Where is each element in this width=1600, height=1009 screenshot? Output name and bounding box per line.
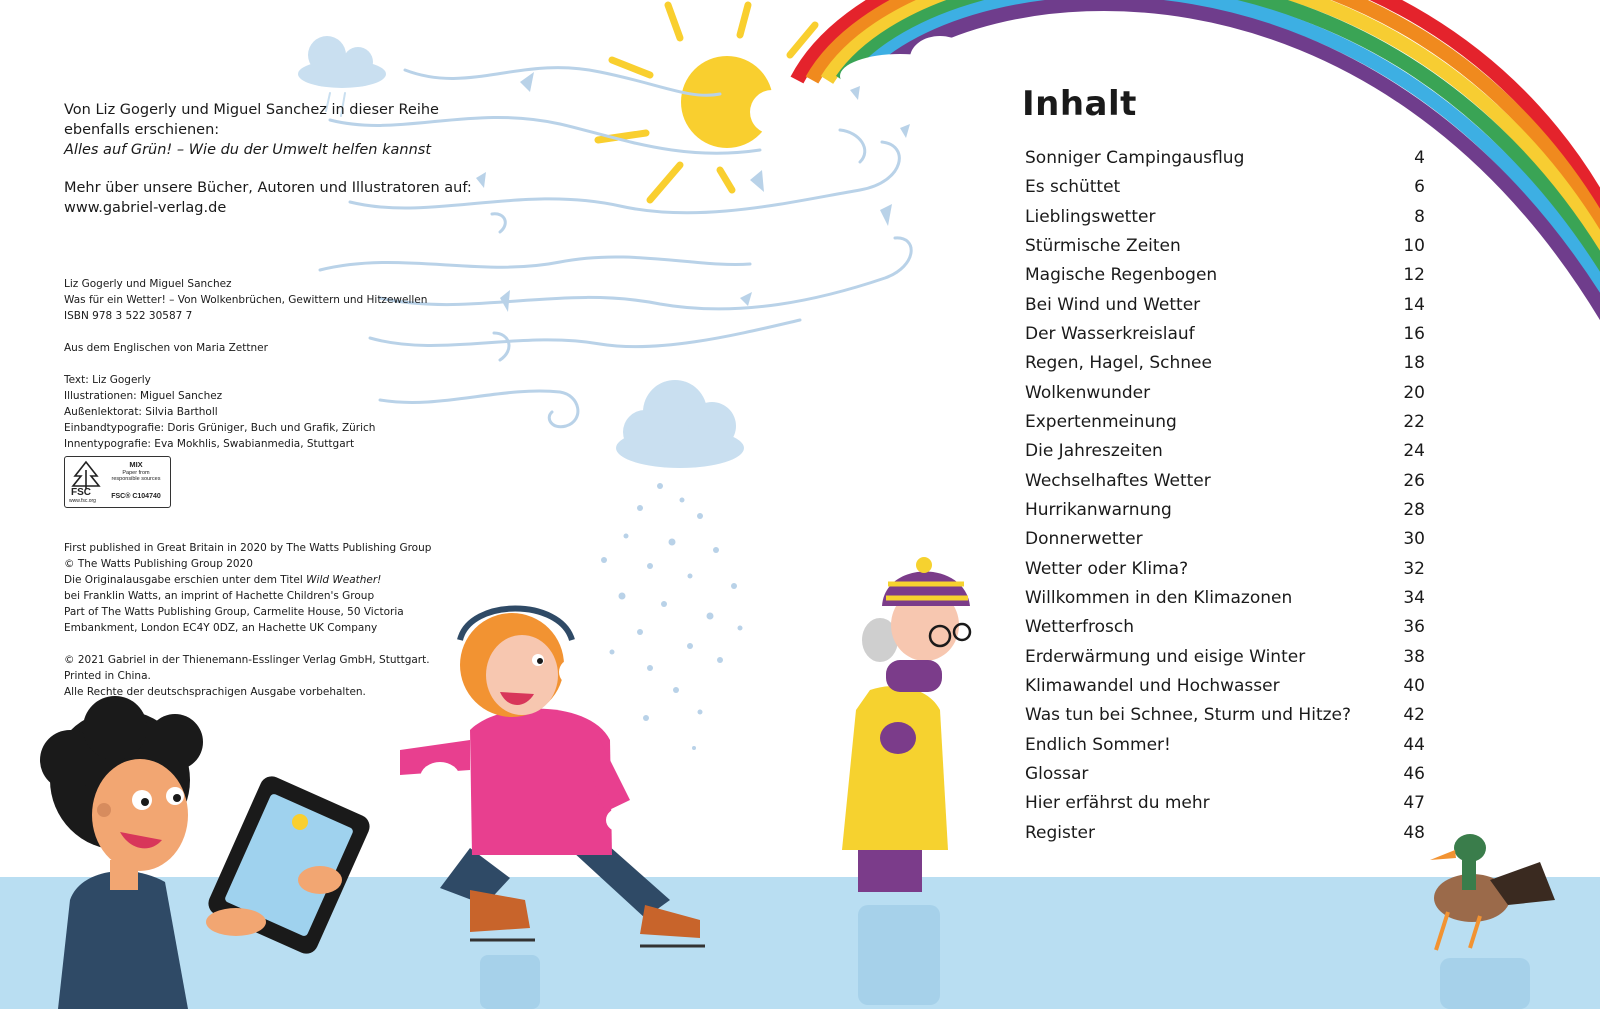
toc-entry-title: Magische Regenbogen (1025, 265, 1218, 286)
toc-entry[interactable] (1025, 760, 1425, 789)
toc-entry-title: Wetterfrosch (1025, 617, 1135, 638)
series-note (64, 100, 484, 160)
imprint-first-published: First published in Great Britain in 2020 by The Watts Publishing Group (64, 542, 432, 554)
imprint-copyright-original: © The Watts Publishing Group 2020 (64, 558, 253, 570)
imprint-inner-typography: Innentypografie: Eva Mokhlis, Swabianmedia, Stuttgart (64, 438, 355, 450)
toc-entry[interactable] (1025, 232, 1425, 261)
imprint-original-title: Wild Weather! (306, 574, 382, 586)
toc-entry-title: Bei Wind und Wetter (1025, 294, 1201, 315)
toc-entry[interactable] (1025, 643, 1425, 672)
toc-entry-page: 12 (1403, 265, 1425, 286)
toc-entry-title: Expertenmeinung (1025, 411, 1177, 432)
toc-entry-title: Hurrikanwarnung (1025, 499, 1172, 520)
toc-entry-page: 8 (1414, 206, 1425, 227)
toc-entry-page: 44 (1403, 734, 1425, 755)
imprint-original (64, 540, 464, 636)
toc-entry-title: Wetter oder Klima? (1025, 558, 1189, 579)
toc-entry-page: 24 (1403, 441, 1425, 462)
toc-entry[interactable] (1025, 496, 1425, 525)
toc-entry[interactable] (1025, 320, 1425, 349)
imprint-original-title-prefix: Die Originalausgabe erschien unter dem Titel (64, 574, 303, 586)
table-of-contents (1025, 144, 1425, 848)
toc-entry-title: Wechselhaftes Wetter (1025, 470, 1211, 491)
intro-block (64, 100, 484, 236)
imprint-copyright-german: © 2021 Gabriel in der Thienemann-Esslinger Verlag GmbH, Stuttgart. (64, 654, 430, 666)
imprint-title: Was für ein Wetter! – Von Wolkenbrüchen, Gewittern und Hitzewellen (64, 294, 428, 306)
publisher-note (64, 178, 484, 218)
toc-entry-page: 47 (1403, 793, 1425, 814)
toc-entry-page: 34 (1403, 587, 1425, 608)
fsc-label: FSC (71, 487, 91, 498)
toc-entry-page: 28 (1403, 499, 1425, 520)
toc-entry-page: 6 (1414, 177, 1425, 198)
imprint-rights: Alle Rechte der deutschsprachigen Ausgabe vorbehalten. (64, 686, 366, 698)
toc-entry[interactable] (1025, 437, 1425, 466)
imprint-text: Text: Liz Gogerly (64, 374, 151, 386)
imprint-illustrations: Illustrationen: Miguel Sanchez (64, 390, 223, 402)
toc-title: Inhalt (1022, 84, 1137, 124)
fsc-paper-line-1: Paper from (122, 470, 150, 476)
toc-entry-title: Donnerwetter (1025, 529, 1143, 550)
toc-entry-title: Klimawandel und Hochwasser (1025, 675, 1280, 696)
imprint-part-of: Part of The Watts Publishing Group, Carmelite House, 50 Victoria (64, 606, 404, 618)
toc-entry-page: 20 (1403, 382, 1425, 403)
imprint-german (64, 652, 464, 700)
sun (598, 5, 815, 200)
toc-entry[interactable] (1025, 408, 1425, 437)
fsc-tree-icon (69, 460, 103, 490)
toc-entry-title: Stürmische Zeiten (1025, 235, 1181, 256)
fsc-paper-line-2: responsible sources (111, 476, 161, 482)
imprint-isbn: ISBN 978 3 522 30587 7 (64, 310, 193, 322)
toc-entry-title: Wolkenwunder (1025, 382, 1151, 403)
fsc-mix: MIX (129, 460, 143, 469)
toc-entry-title: Lieblingswetter (1025, 206, 1156, 227)
toc-entry-page: 42 (1403, 705, 1425, 726)
toc-entry-title: Was tun bei Schnee, Sturm und Hitze? (1025, 705, 1352, 726)
grandmother (842, 557, 970, 892)
fsc-logo (64, 456, 171, 508)
series-line-1: Von Liz Gogerly und Miguel Sanchez in dieser Reihe (64, 102, 439, 118)
toc-entry-title: Sonniger Campingausflug (1025, 148, 1245, 168)
toc-entry-title: Die Jahreszeiten (1025, 441, 1163, 462)
toc-entry-title: Der Wasserkreislauf (1025, 323, 1195, 344)
toc-entry[interactable] (1025, 349, 1425, 378)
toc-entry[interactable] (1025, 701, 1425, 730)
toc-entry-page: 30 (1403, 529, 1425, 550)
imprint-printed: Printed in China. (64, 670, 151, 682)
toc-entry-page: 22 (1403, 411, 1425, 432)
toc-entry[interactable] (1025, 379, 1425, 408)
toc-entry[interactable] (1025, 173, 1425, 202)
series-title: Alles auf Grün! – Wie du der Umwelt helfen kannst (64, 142, 432, 158)
toc-entry-title: Glossar (1025, 763, 1089, 784)
toc-entry-title: Willkommen in den Klimazonen (1025, 587, 1293, 608)
toc-entry-page: 32 (1403, 558, 1425, 579)
imprint-original-title-line (64, 572, 464, 588)
toc-entry-title: Es schüttet (1025, 177, 1121, 198)
imprint-embankment: Embankment, London EC4Y 0DZ, an Hachette UK Company (64, 622, 378, 634)
toc-entry-title: Erderwärmung und eisige Winter (1025, 646, 1306, 667)
toc-entry[interactable] (1025, 261, 1425, 290)
imprint-authors: Liz Gogerly und Miguel Sanchez (64, 278, 232, 290)
toc-entry-page: 38 (1403, 646, 1425, 667)
toc-entry[interactable] (1025, 291, 1425, 320)
toc-entry-title: Register (1025, 822, 1095, 843)
toc-entry[interactable] (1025, 789, 1425, 818)
series-line-2: ebenfalls erschienen: (64, 122, 220, 138)
imprint-cover-typography: Einbandtypografie: Doris Grüniger, Buch und Grafik, Zürich (64, 422, 376, 434)
fsc-code: FSC® C104740 (111, 493, 161, 500)
toc-entry-page: 40 (1403, 675, 1425, 696)
toc-entry[interactable] (1025, 467, 1425, 496)
toc-entry[interactable] (1025, 144, 1425, 173)
toc-entry-page: 4 (1414, 148, 1425, 168)
toc-entry[interactable] (1025, 672, 1425, 701)
toc-entry-page: 14 (1403, 294, 1425, 315)
toc-entry-page: 46 (1403, 763, 1425, 784)
imprint-translation-block (64, 340, 464, 356)
snow-cloud (616, 380, 744, 468)
toc-entry-page: 10 (1403, 235, 1425, 256)
toc-entry-page: 18 (1403, 353, 1425, 374)
imprint-editing: Außenlektorat: Silvia Bartholl (64, 406, 218, 418)
imprint-book (64, 276, 464, 324)
toc-entry-page: 48 (1403, 822, 1425, 843)
toc-entry[interactable] (1025, 584, 1425, 613)
imprint-translation: Aus dem Englischen von Maria Zettner (64, 342, 268, 354)
toc-entry-page: 36 (1403, 617, 1425, 638)
toc-entry[interactable] (1025, 555, 1425, 584)
toc-entry-title: Hier erfährst du mehr (1025, 793, 1210, 814)
toc-entry-title: Endlich Sommer! (1025, 734, 1171, 755)
toc-entry[interactable] (1025, 525, 1425, 554)
fsc-paper (105, 470, 167, 482)
toc-entry[interactable] (1025, 731, 1425, 760)
toc-entry[interactable] (1025, 819, 1425, 848)
more-line: Mehr über unsere Bücher, Autoren und Illustratoren auf: (64, 180, 472, 196)
toc-entry-title: Regen, Hagel, Schnee (1025, 353, 1212, 374)
imprint-credits (64, 372, 464, 452)
toc-entry[interactable] (1025, 613, 1425, 642)
imprint-franklin: bei Franklin Watts, an imprint of Hachette Children's Group (64, 590, 375, 602)
cloud-small (298, 36, 386, 88)
website-link[interactable]: www.gabriel-verlag.de (64, 200, 227, 216)
toc-entry-page: 16 (1403, 323, 1425, 344)
toc-entry[interactable] (1025, 203, 1425, 232)
snowflakes (601, 483, 743, 750)
fsc-website: www.fsc.org (69, 498, 96, 504)
toc-entry-page: 26 (1403, 470, 1425, 491)
